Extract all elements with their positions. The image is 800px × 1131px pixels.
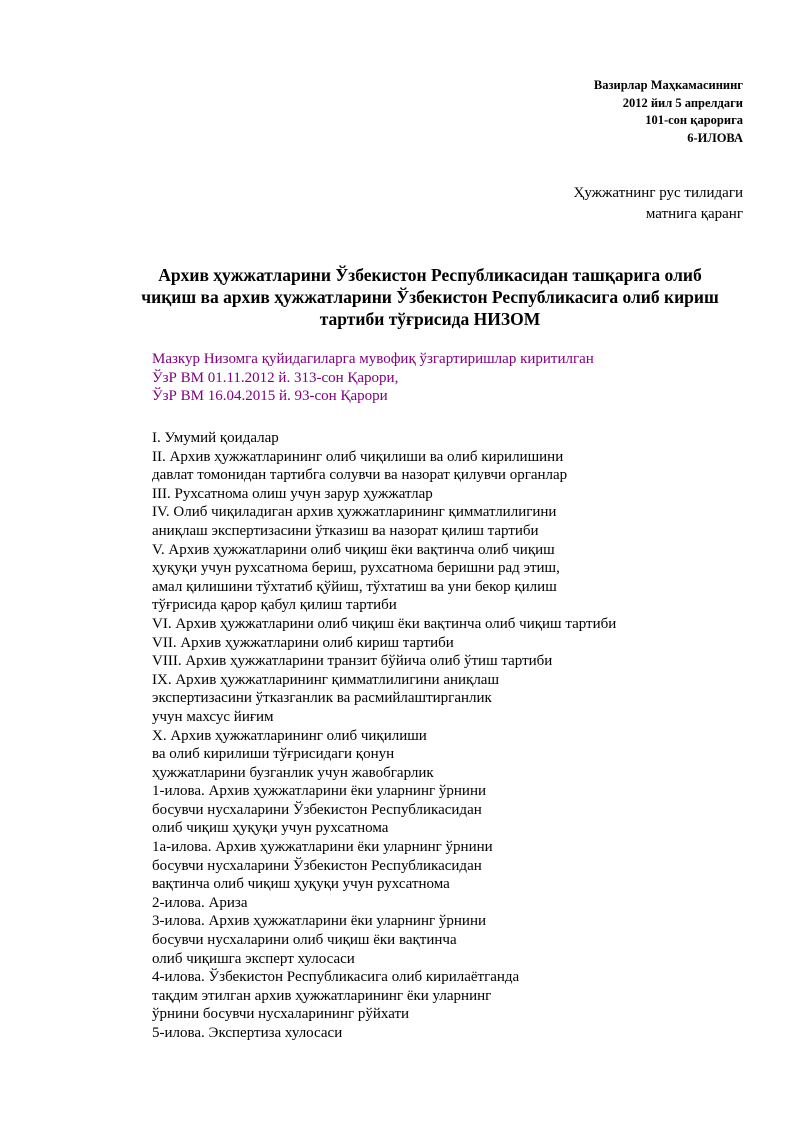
toc-line: IX. Архив ҳужжатларининг қимматлилигини аниқлаш	[152, 671, 500, 688]
toc-line: X. Архив ҳужжатларининг олиб чиқилиши	[152, 727, 427, 744]
appendix-note-line: 2012 йил 5 апрелдаги	[622, 95, 743, 110]
toc-line: IV. Олиб чиқиладиган архив ҳужжатларининг қимматлилигини	[152, 504, 557, 521]
toc-line: 1а-илова. Архив ҳужжатларини ёки уларнинг ўрнини	[152, 839, 493, 856]
russian-reference-line: Ҳужжатнинг рус тилидаги	[573, 185, 743, 201]
document-title	[100, 264, 760, 330]
russian-text-reference	[574, 183, 743, 225]
toc-line: 1-илова. Архив ҳужжатларини ёки уларнинг ўрнини	[152, 783, 486, 800]
toc-line: аниқлаш экспертизасини ўтказиш ва назорат қилиш тартиби	[152, 522, 539, 539]
amendment-line: Мазкур Низомга қуйидагиларга мувофиқ ўзгартиришлар киритилган	[152, 351, 594, 367]
toc-line: ўрнини босувчи нусхаларининг рўйхати	[152, 1006, 410, 1023]
toc-line: босувчи нусхаларини олиб чиқиш ёки вақтинча	[152, 932, 457, 949]
toc-line: амал қилишини тўхтатиб қўйиш, тўхтатиш ва уни бекор қилиш	[152, 578, 557, 595]
toc-line: I. Умумий қоидалар	[152, 430, 279, 446]
toc-line: V. Архив ҳужжатларини олиб чиқиш ёки вақтинча олиб чиқиш	[152, 541, 555, 558]
toc-line: 4-илова. Ўзбекистон Республикасига олиб кирилаётганда	[152, 969, 520, 986]
toc-line: олиб чиқиш ҳуқуқи учун рухсатнома	[152, 820, 389, 837]
amendment-link[interactable]: ЎзР ВМ 01.11.2012 й. 313-сон Қарори,	[152, 369, 399, 386]
toc-line: учун махсус йиғим	[152, 708, 274, 725]
toc-line: 2-илова. Ариза	[152, 894, 248, 911]
russian-reference-line: матнига қаранг	[645, 206, 743, 222]
toc-line: ҳужжатларини бузганлик учун жавобгарлик	[152, 764, 434, 781]
title-line: тартиби тўғрисида НИЗОМ	[319, 309, 541, 329]
toc-line: босувчи нусхаларини Ўзбекистон Республикасидан	[152, 801, 482, 818]
title-line: Архив ҳужжатларини Ўзбекистон Республикасидан ташқарига олиб	[158, 265, 702, 285]
toc-line: давлат томонидан тартибга солувчи ва назорат қилувчи органлар	[152, 467, 568, 484]
appendix-note-line: 101-сон қарорига	[645, 113, 743, 127]
table-of-contents	[152, 429, 616, 1043]
toc-line: босувчи нусхаларини Ўзбекистон Республикасидан	[152, 857, 482, 874]
toc-line: II. Архив ҳужжатларининг олиб чиқилиши ва олиб кирилишини	[152, 448, 564, 465]
toc-line: экспертизасини ўтказганлик ва расмийлаштирганлик	[152, 690, 492, 707]
toc-line: ва олиб кирилиши тўғрисидаги қонун	[152, 746, 395, 763]
amendment-link[interactable]: ЎзР ВМ 16.04.2015 й. 93-сон Қарори	[152, 388, 388, 404]
toc-line: тақдим этилган архив ҳужжатларининг ёки уларнинг	[152, 987, 492, 1004]
title-line: чиқиш ва архив ҳужжатларини Ўзбекистон Республикасига олиб кириш	[141, 287, 719, 307]
appendix-note-line: Вазирлар Маҳкамасининг	[593, 78, 743, 92]
appendix-note	[594, 77, 743, 147]
toc-line: 5-илова. Экспертиза хулосаси	[152, 1025, 343, 1041]
toc-line: тўғрисида қарор қабул қилиш тартиби	[152, 597, 397, 614]
toc-line: ҳуқуқи учун рухсатнома бериш, рухсатнома беришни рад этиш,	[152, 560, 560, 577]
appendix-note-line: 6-ИЛОВА	[687, 130, 743, 145]
amendments-note	[152, 350, 594, 406]
toc-line: VII. Архив ҳужжатларини олиб кириш тартиби	[152, 634, 454, 651]
toc-line: VI. Архив ҳужжатларини олиб чиқиш ёки вақтинча олиб чиқиш тартиби	[152, 615, 617, 632]
toc-line: олиб чиқишга эксперт хулосаси	[152, 950, 355, 967]
toc-line: вақтинча олиб чиқиш ҳуқуқи учун рухсатнома	[152, 876, 450, 893]
toc-line: III. Рухсатнома олиш учун зарур ҳужжатлар	[152, 485, 433, 502]
toc-line: 3-илова. Архив ҳужжатларини ёки уларнинг ўрнини	[152, 913, 486, 930]
toc-line: VIII. Архив ҳужжатларини транзит бўйича олиб ўтиш тартиби	[152, 653, 553, 670]
